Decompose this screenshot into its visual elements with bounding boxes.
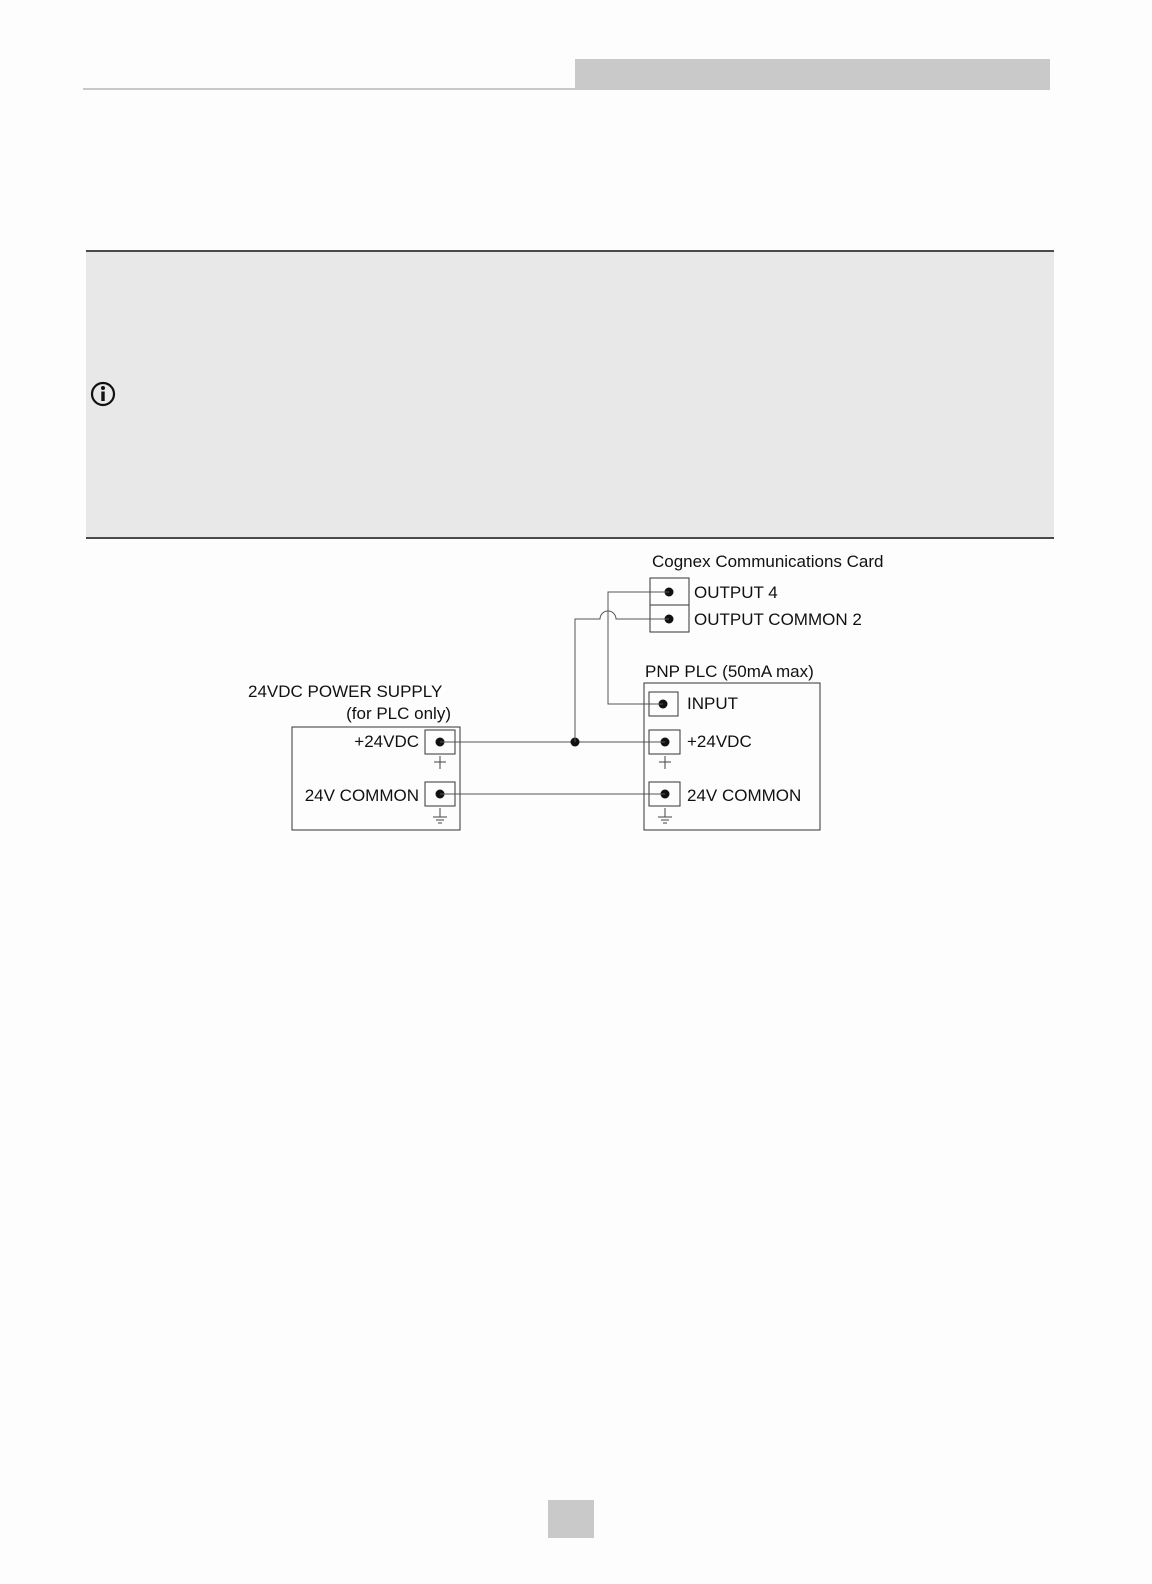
plc-terminal-label: INPUT	[687, 694, 738, 713]
plc-terminal-label: +24VDC	[687, 732, 752, 751]
page-number-tab	[548, 1500, 594, 1538]
psu-terminal-label: +24VDC	[354, 732, 419, 751]
note-box	[86, 250, 1054, 539]
wiring-diagram	[245, 545, 895, 837]
plc-terminal-label: 24V COMMON	[687, 786, 802, 805]
card-terminal-label: OUTPUT 4	[694, 583, 778, 602]
card-title: Cognex Communications Card	[652, 552, 884, 571]
psu-subtitle: (for PLC only)	[346, 704, 451, 723]
psu-title: 24VDC POWER SUPPLY	[248, 682, 443, 701]
plc-title: PNP PLC (50mA max)	[645, 662, 814, 681]
header-rule	[83, 88, 575, 90]
info-icon	[90, 381, 116, 407]
header-bar	[575, 59, 1050, 90]
psu-terminal-label: 24V COMMON	[304, 786, 419, 805]
card-terminal-label: OUTPUT COMMON 2	[694, 610, 862, 629]
